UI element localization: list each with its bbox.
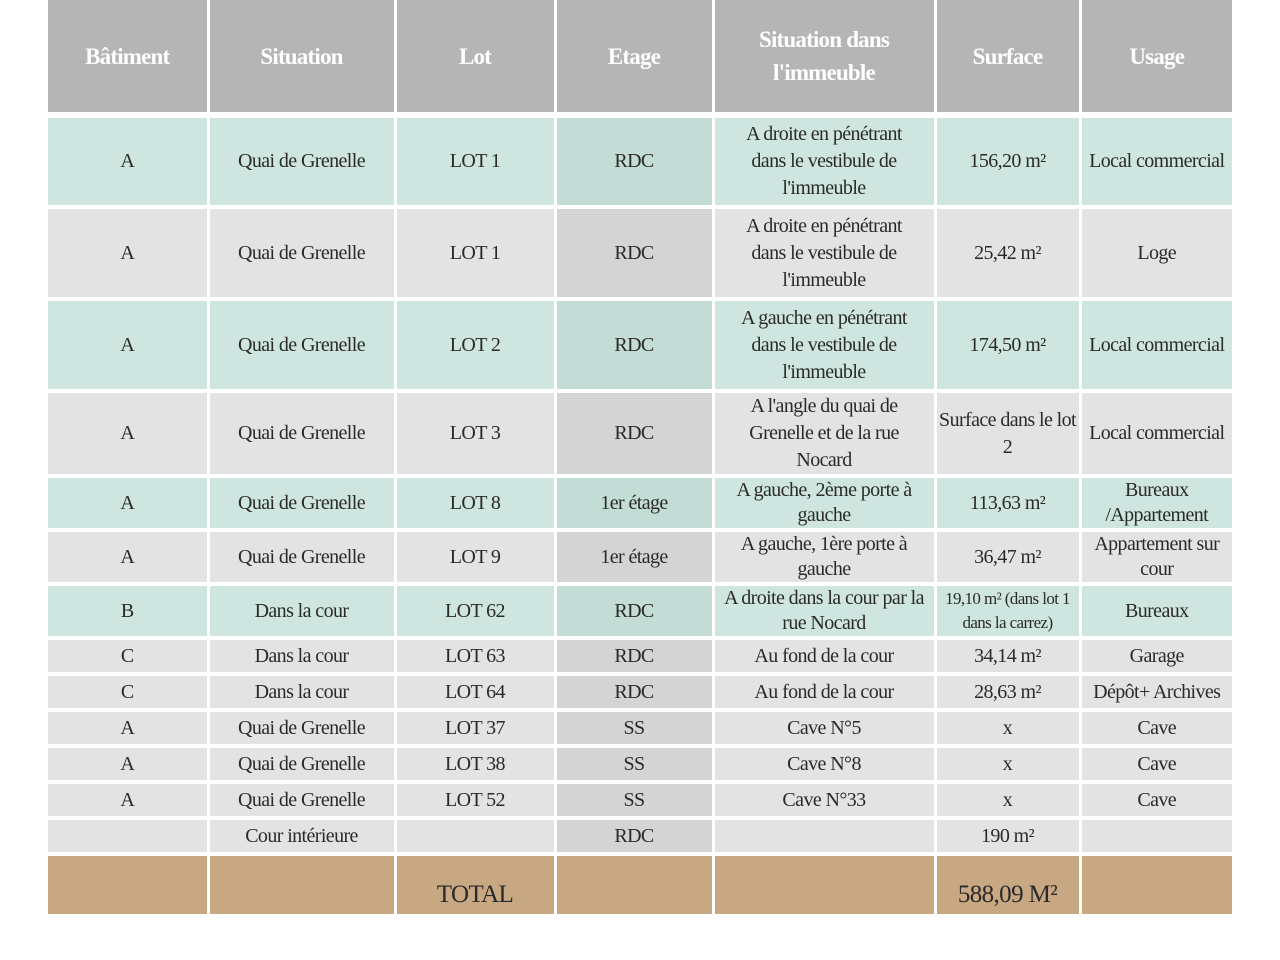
cell-situation: Quai de Grenelle <box>208 746 395 782</box>
cell-surface: x <box>935 746 1080 782</box>
cell-situation-immeuble: A droite en pénétrant dans le vestibule de l'immeuble <box>713 115 935 207</box>
table-row <box>48 299 1232 391</box>
cell-situation-immeuble: Cave N°5 <box>713 710 935 746</box>
cell-situation: Quai de Grenelle <box>208 299 395 391</box>
cell-situation-immeuble: Cave N°8 <box>713 746 935 782</box>
table-row <box>48 584 1232 638</box>
total-cell-empty <box>713 854 935 914</box>
cell-batiment: B <box>48 584 208 638</box>
cell-lot: LOT 1 <box>395 207 555 299</box>
cell-surface: x <box>935 710 1080 746</box>
cell-situation-immeuble: A droite dans la cour par la rue Nocard <box>713 584 935 638</box>
cell-lot: LOT 64 <box>395 674 555 710</box>
table-row <box>48 530 1232 584</box>
header-situation-immeuble: Situation dans l'immeuble <box>713 0 935 115</box>
cell-etage: SS <box>555 782 713 818</box>
cell-lot: LOT 52 <box>395 782 555 818</box>
cell-usage: Bureaux <box>1080 584 1232 638</box>
cell-surface: 28,63 m² <box>935 674 1080 710</box>
cell-etage: 1er étage <box>555 476 713 530</box>
header-row <box>48 0 1232 115</box>
cell-situation: Quai de Grenelle <box>208 782 395 818</box>
cell-surface: 190 m² <box>935 818 1080 854</box>
cell-situation-immeuble: Au fond de la cour <box>713 674 935 710</box>
cell-surface: 174,50 m² <box>935 299 1080 391</box>
cell-situation-immeuble <box>713 818 935 854</box>
cell-situation: Dans la cour <box>208 584 395 638</box>
cell-usage: Local commercial <box>1080 299 1232 391</box>
table-row <box>48 476 1232 530</box>
cell-situation: Quai de Grenelle <box>208 207 395 299</box>
cell-usage: Bureaux /Appartement <box>1080 476 1232 530</box>
cell-usage: Cave <box>1080 710 1232 746</box>
cell-usage: Dépôt+ Archives <box>1080 674 1232 710</box>
cell-usage: Local commercial <box>1080 115 1232 207</box>
table-row <box>48 710 1232 746</box>
cell-usage: Appartement sur cour <box>1080 530 1232 584</box>
cell-lot <box>395 818 555 854</box>
cell-situation: Quai de Grenelle <box>208 530 395 584</box>
table-row <box>48 674 1232 710</box>
cell-lot: LOT 1 <box>395 115 555 207</box>
cell-etage: RDC <box>555 115 713 207</box>
cell-etage: RDC <box>555 299 713 391</box>
cell-lot: LOT 3 <box>395 391 555 476</box>
cell-lot: LOT 63 <box>395 638 555 674</box>
header-batiment: Bâtiment <box>48 0 208 115</box>
header-etage: Etage <box>555 0 713 115</box>
cell-etage: RDC <box>555 584 713 638</box>
cell-situation-immeuble: A gauche, 1ère porte à gauche <box>713 530 935 584</box>
cell-batiment: C <box>48 638 208 674</box>
cell-etage: RDC <box>555 207 713 299</box>
cell-etage: SS <box>555 710 713 746</box>
cell-usage: Cave <box>1080 782 1232 818</box>
cell-batiment: A <box>48 710 208 746</box>
cell-usage <box>1080 818 1232 854</box>
cell-surface: Surface dans le lot 2 <box>935 391 1080 476</box>
cell-situation-immeuble: Au fond de la cour <box>713 638 935 674</box>
table-row <box>48 207 1232 299</box>
cell-batiment: A <box>48 207 208 299</box>
total-label: TOTAL <box>395 854 555 914</box>
cell-lot: LOT 8 <box>395 476 555 530</box>
table-row <box>48 115 1232 207</box>
cell-situation-immeuble: Cave N°33 <box>713 782 935 818</box>
cell-situation-immeuble: A droite en pénétrant dans le vestibule de l'immeuble <box>713 207 935 299</box>
cell-situation: Quai de Grenelle <box>208 710 395 746</box>
cell-situation-immeuble: A l'angle du quai de Grenelle et de la rue Nocard <box>713 391 935 476</box>
total-cell-empty <box>208 854 395 914</box>
cell-etage: RDC <box>555 818 713 854</box>
header-lot: Lot <box>395 0 555 115</box>
cell-batiment: A <box>48 391 208 476</box>
cell-usage: Cave <box>1080 746 1232 782</box>
cell-situation: Quai de Grenelle <box>208 476 395 530</box>
cell-batiment: A <box>48 299 208 391</box>
total-surface: 588,09 M² <box>935 854 1080 914</box>
cell-lot: LOT 37 <box>395 710 555 746</box>
cell-surface: 34,14 m² <box>935 638 1080 674</box>
cell-situation: Quai de Grenelle <box>208 115 395 207</box>
cell-batiment: A <box>48 115 208 207</box>
cell-lot: LOT 38 <box>395 746 555 782</box>
cell-etage: 1er étage <box>555 530 713 584</box>
cell-etage: SS <box>555 746 713 782</box>
cell-usage: Loge <box>1080 207 1232 299</box>
cell-etage: RDC <box>555 391 713 476</box>
cell-batiment: A <box>48 530 208 584</box>
cell-lot: LOT 2 <box>395 299 555 391</box>
cell-lot: LOT 9 <box>395 530 555 584</box>
cell-batiment: A <box>48 746 208 782</box>
cell-situation: Cour intérieure <box>208 818 395 854</box>
cell-batiment: A <box>48 782 208 818</box>
cell-batiment <box>48 818 208 854</box>
cell-surface: 25,42 m² <box>935 207 1080 299</box>
header-situation: Situation <box>208 0 395 115</box>
cell-surface: 19,10 m² (dans lot 1 dans la carrez) <box>935 584 1080 638</box>
cell-situation-immeuble: A gauche en pénétrant dans le vestibule de l'immeuble <box>713 299 935 391</box>
cell-batiment: C <box>48 674 208 710</box>
cell-situation: Dans la cour <box>208 638 395 674</box>
table-row <box>48 746 1232 782</box>
cell-batiment: A <box>48 476 208 530</box>
total-row <box>48 854 1232 914</box>
total-cell-empty <box>48 854 208 914</box>
cell-etage: RDC <box>555 638 713 674</box>
lots-table <box>48 0 1232 914</box>
cell-surface: x <box>935 782 1080 818</box>
table-row <box>48 782 1232 818</box>
cell-surface: 113,63 m² <box>935 476 1080 530</box>
cell-situation-immeuble: A gauche, 2ème porte à gauche <box>713 476 935 530</box>
table-row <box>48 638 1232 674</box>
cell-usage: Garage <box>1080 638 1232 674</box>
table-row <box>48 818 1232 854</box>
header-usage: Usage <box>1080 0 1232 115</box>
total-cell-empty <box>1080 854 1232 914</box>
header-surface: Surface <box>935 0 1080 115</box>
cell-surface: 156,20 m² <box>935 115 1080 207</box>
lots-table-container <box>48 0 1232 960</box>
cell-usage: Local commercial <box>1080 391 1232 476</box>
cell-surface: 36,47 m² <box>935 530 1080 584</box>
total-cell-empty <box>555 854 713 914</box>
cell-lot: LOT 62 <box>395 584 555 638</box>
table-row <box>48 391 1232 476</box>
cell-situation: Quai de Grenelle <box>208 391 395 476</box>
cell-situation: Dans la cour <box>208 674 395 710</box>
cell-etage: RDC <box>555 674 713 710</box>
